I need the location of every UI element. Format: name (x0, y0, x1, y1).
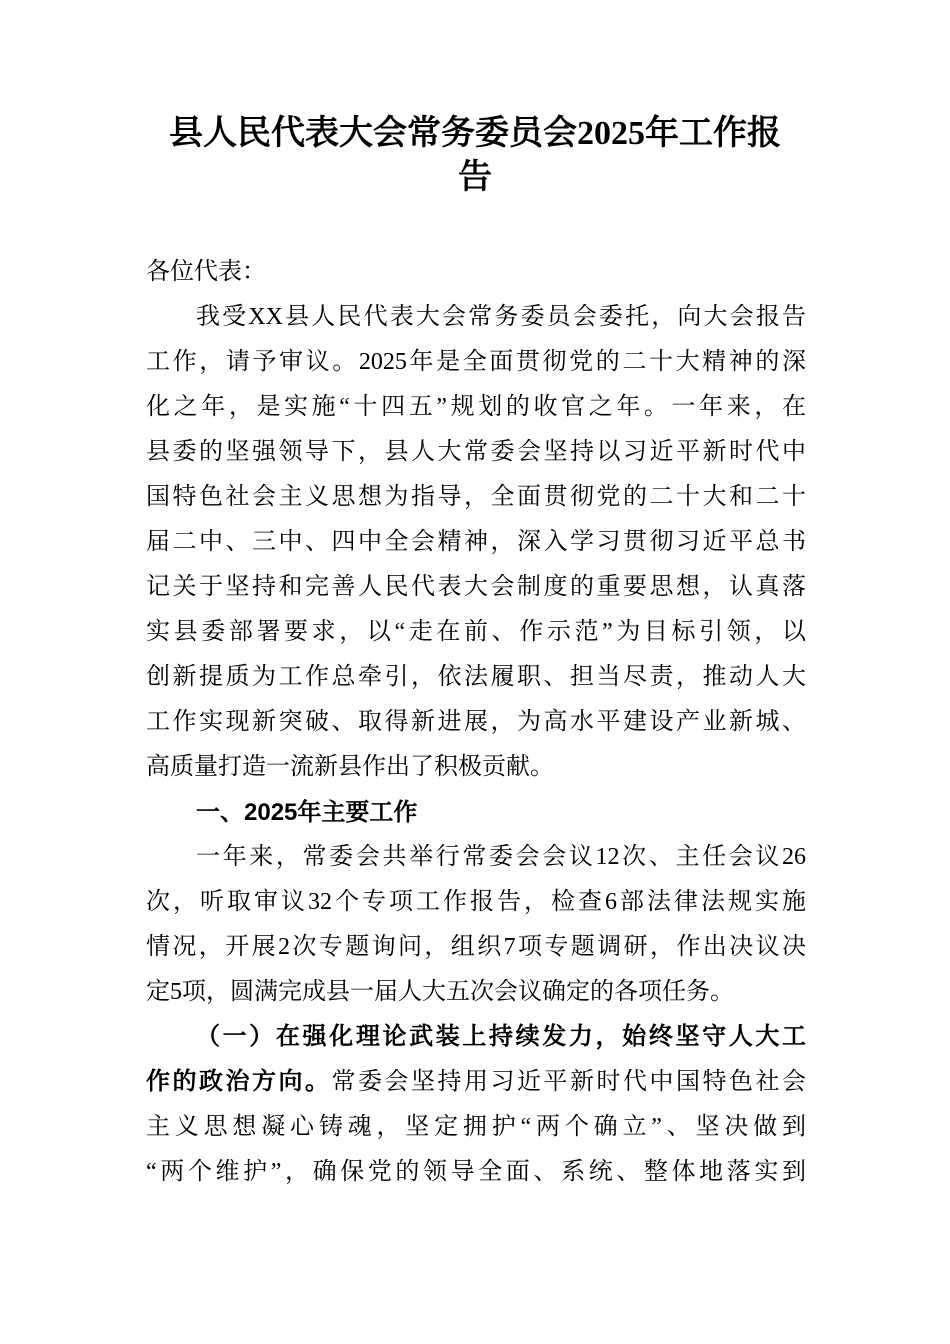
text-line: 高质量打造一流新县作出了积极贡献。 (146, 754, 554, 780)
text-line: 各位代表： (146, 259, 266, 285)
text-line (146, 1060, 806, 1105)
text-line: 定5项，圆满完成县一届人大五次会议确定的各项任务。 (146, 979, 734, 1005)
bold-lead-text: （一）在强化理论武装上持续发力，始终坚守人大工 (196, 1024, 806, 1050)
text-line: 次，听取审议32个专项工作报告，检查6部法律法规实施 (146, 889, 806, 915)
text-line: “两个维护”，确保党的领导全面、系统、整体地落实到 (146, 1159, 806, 1185)
bold-lead-text: 作的政治方向。 (146, 1069, 332, 1095)
text-line: 一、2025年主要工作 (196, 799, 418, 826)
text-line: 情况，开展2次专题询问，组织7项专题调研，作出决议决 (146, 934, 806, 960)
body-text: 常委会坚持用习近平新时代中国特色社会 (331, 1069, 806, 1095)
text-line: 工作，请予审议。2025年是全面贯彻党的二十大精神的深 (146, 349, 806, 375)
text-line: 主义思想凝心铸魂，坚定拥护“两个确立”、坚决做到 (146, 1114, 806, 1140)
text-line (146, 1015, 806, 1060)
title-line: 告 (458, 159, 492, 196)
title-line: 县人民代表大会常务委员会2025年工作报 (169, 115, 781, 152)
document-title (120, 112, 830, 200)
salutation (146, 250, 806, 295)
text-line: 届二中、三中、四中全会精神，深入学习贯彻习近平总书 (146, 529, 806, 555)
text-line: 工作实现新突破、取得新进展，为高水平建设产业新城、 (146, 709, 806, 735)
text-line: 实县委部署要求，以“走在前、作示范”为目标引领，以 (146, 619, 806, 645)
document-body (146, 250, 806, 1195)
section-heading (146, 790, 806, 835)
text-line: 化之年，是实施“十四五”规划的收官之年。一年来，在 (146, 394, 806, 420)
paragraph (146, 1015, 806, 1195)
text-line: 县委的坚强领导下，县人大常委会坚持以习近平新时代中 (146, 439, 806, 465)
paragraph (146, 835, 806, 1015)
text-line: 一年来，常委会共举行常委会会议12次、主任会议26 (196, 844, 806, 870)
text-line: 国特色社会主义思想为指导，全面贯彻党的二十大和二十 (146, 484, 806, 510)
text-line: 创新提质为工作总牵引，依法履职、担当尽责，推动人大 (146, 664, 806, 690)
text-line: 记关于坚持和完善人民代表大会制度的重要思想，认真落 (146, 574, 806, 600)
text-line: 我受XX县人民代表大会常务委员会委托，向大会报告 (196, 304, 806, 330)
paragraph (146, 295, 806, 790)
